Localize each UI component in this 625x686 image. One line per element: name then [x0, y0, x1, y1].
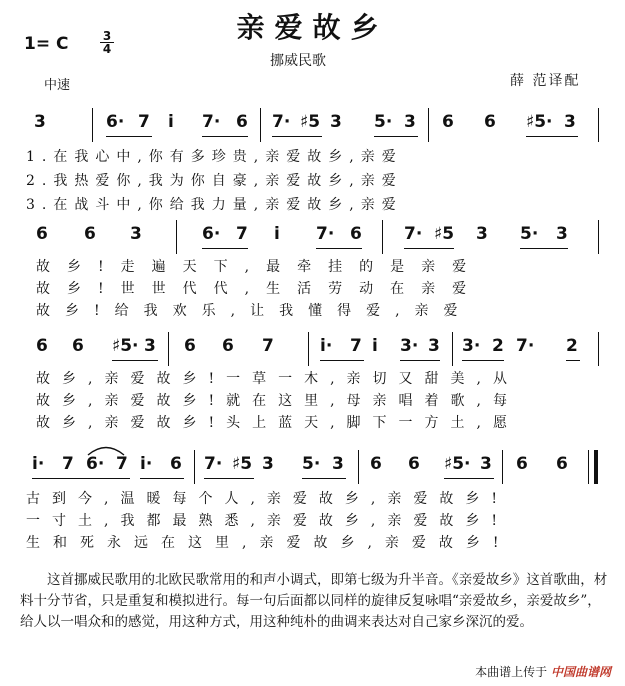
note: 7· — [516, 336, 535, 356]
barline — [428, 108, 429, 142]
note: 3 — [144, 336, 156, 356]
barline — [260, 108, 261, 142]
note: 3 — [428, 336, 440, 356]
lyric-line: 故乡!世世代代,生活劳动在亲爱 — [36, 281, 484, 297]
note: 6· — [202, 224, 221, 244]
notes-row — [26, 220, 601, 252]
lyric-line: 故乡,亲爱故乡!头上蓝天,脚下一方土,愿 — [36, 415, 519, 431]
note: i· — [140, 454, 153, 474]
note: 7· — [204, 454, 223, 474]
note: 3 — [130, 224, 142, 244]
underline-beam — [140, 478, 184, 479]
note: 6 — [408, 454, 420, 474]
note: 5· — [374, 112, 393, 132]
note: ♯5· — [112, 336, 139, 356]
underline-beam — [302, 478, 346, 479]
note: i· — [320, 336, 333, 356]
note: 7 — [138, 112, 150, 132]
note: 6 — [170, 454, 182, 474]
lyric-line: 一寸土,我都最熟悉,亲爱故乡,亲爱故乡! — [26, 513, 509, 529]
note: 7 — [262, 336, 274, 356]
note: ♯5 — [434, 224, 455, 244]
note: 3 — [332, 454, 344, 474]
notes-row — [26, 108, 601, 140]
arranger-credit: 薛 范译配 — [510, 73, 581, 89]
lyric-line: 1.在我心中,你有多珍贵,亲爱故乡,亲爱 — [26, 149, 403, 165]
note: 6 — [36, 224, 48, 244]
underline-beam — [32, 478, 130, 479]
underline-beam — [316, 248, 362, 249]
barline — [452, 332, 453, 366]
underline-beam — [400, 360, 440, 361]
lyric-line: 古到今,温暖每个人,亲爱故乡,亲爱故乡! — [26, 491, 509, 507]
note: 6 — [556, 454, 568, 474]
lyric-line: 故乡!走遍天下,最牵挂的是亲爱 — [36, 259, 484, 275]
note: 6 — [236, 112, 248, 132]
note: 3 — [480, 454, 492, 474]
note: ♯5· — [444, 454, 471, 474]
note: i· — [32, 454, 45, 474]
note: 3· — [400, 336, 419, 356]
note: 6 — [184, 336, 196, 356]
note: 7· — [272, 112, 291, 132]
barline — [598, 108, 599, 142]
note: 6 — [370, 454, 382, 474]
note: 6 — [442, 112, 454, 132]
note: 6· — [86, 454, 105, 474]
barline — [382, 220, 383, 254]
underline-beam — [462, 360, 504, 361]
barline — [588, 450, 589, 484]
note: 6 — [72, 336, 84, 356]
site-logo-text[interactable]: 中国曲谱网 — [550, 665, 611, 679]
note: 3 — [476, 224, 488, 244]
underline-beam — [404, 248, 454, 249]
note: i — [168, 112, 174, 132]
underline-beam — [320, 360, 364, 361]
barline — [598, 220, 599, 254]
barline — [168, 332, 169, 366]
note: 6· — [106, 112, 125, 132]
footer-uploaded-text: 本曲谱上传于 — [475, 665, 548, 679]
note: 7· — [202, 112, 221, 132]
lyric-line: 2.我热爱你,我为你自豪,亲爱故乡,亲爱 — [26, 173, 403, 189]
note: 2 — [492, 336, 504, 356]
note: 5· — [520, 224, 539, 244]
barline — [194, 450, 195, 484]
notes-row — [26, 332, 601, 364]
time-signature-bottom: 4 — [102, 42, 112, 56]
underline-beam — [112, 360, 158, 361]
underline-beam — [520, 248, 568, 249]
note: ♯5· — [526, 112, 553, 132]
key-signature: 1= C — [24, 34, 69, 54]
underline-beam — [202, 136, 248, 137]
note: 6 — [222, 336, 234, 356]
notes-row — [26, 450, 601, 482]
note: 7 — [116, 454, 128, 474]
lyric-line: 故乡,亲爱故乡!一草一木,亲切又甜美,从 — [36, 371, 519, 387]
final-barline — [594, 450, 598, 484]
note: 3 — [330, 112, 342, 132]
note: 6 — [350, 224, 362, 244]
note: 6 — [516, 454, 528, 474]
underline-beam — [526, 136, 578, 137]
note: ♯5 — [232, 454, 253, 474]
time-signature-top: 3 — [100, 30, 114, 43]
lyric-line: 3.在战斗中,你给我力量,亲爱故乡,亲爱 — [26, 197, 403, 213]
note: 2 — [566, 336, 578, 356]
underline-beam — [444, 478, 494, 479]
song-origin: 挪威民歌 — [270, 53, 326, 69]
footer-credit — [475, 663, 611, 680]
note: i — [372, 336, 378, 356]
note: 7· — [404, 224, 423, 244]
note: 3 — [262, 454, 274, 474]
lyric-line: 故乡!给我欢乐,让我懂得爱,亲爱 — [36, 303, 473, 319]
underline-beam — [204, 478, 254, 479]
underline-beam — [374, 136, 418, 137]
underline-beam — [272, 136, 322, 137]
note: 5· — [302, 454, 321, 474]
note: 7 — [350, 336, 362, 356]
note: 3 — [564, 112, 576, 132]
note: i — [274, 224, 280, 244]
barline — [308, 332, 309, 366]
time-signature — [100, 30, 114, 55]
underline-beam — [202, 248, 248, 249]
underline-beam — [106, 136, 152, 137]
lyric-line: 故乡,亲爱故乡!就在这里,母亲唱着歌,每 — [36, 393, 519, 409]
barline — [598, 332, 599, 366]
note: 7 — [62, 454, 74, 474]
lyric-line: 生和死永远在这里,亲爱故乡,亲爱故乡! — [26, 535, 512, 551]
note: 3 — [404, 112, 416, 132]
barline — [502, 450, 503, 484]
barline — [358, 450, 359, 484]
note: 6 — [36, 336, 48, 356]
barline — [176, 220, 177, 254]
note: 7· — [316, 224, 335, 244]
note: 6 — [84, 224, 96, 244]
song-description: 这首挪威民歌用的北欧民歌常用的和声小调式，即第七级为升半音。《亲爱故乡》这首歌曲，材料十分节省，只是重复和模拟进行。每一句后面都以同样的旋律反复咏唱“亲爱故乡，亲爱故乡”，给人以一唱众和的感觉，用这种方式，用这种纯朴的曲调来表达对自己家乡深沉的爱。 — [20, 572, 608, 630]
page-title: 亲爱故乡 — [236, 11, 389, 44]
note: 6 — [484, 112, 496, 132]
note: 7 — [236, 224, 248, 244]
underline-beam — [566, 360, 580, 361]
barline — [92, 108, 93, 142]
tempo-marking: 中速 — [44, 78, 71, 93]
note: 3 — [556, 224, 568, 244]
note: 3· — [462, 336, 481, 356]
note: 3 — [34, 112, 46, 132]
note: ♯5 — [300, 112, 321, 132]
